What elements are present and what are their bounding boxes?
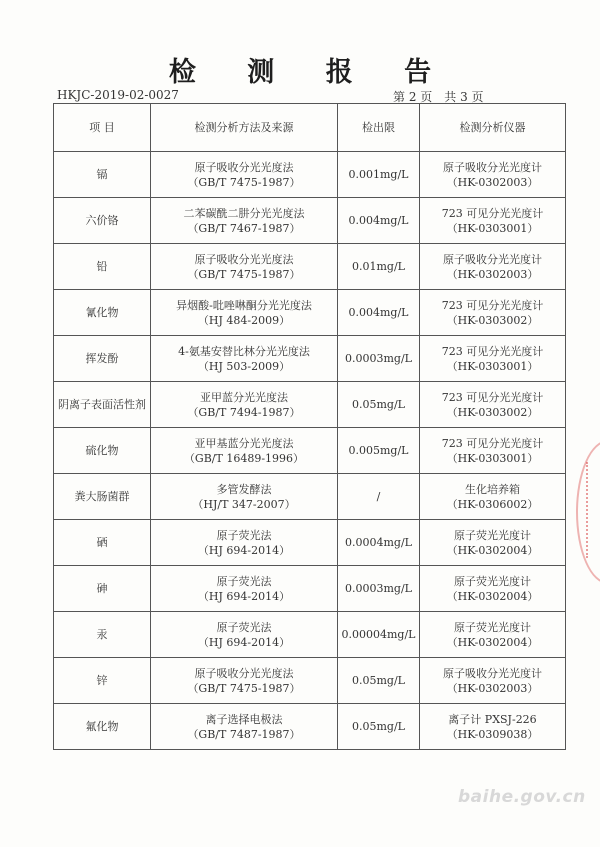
- table-row: [54, 198, 566, 244]
- cell-item: 六价铬: [54, 198, 151, 244]
- cell-instrument: [420, 428, 566, 474]
- method-name: 原子吸收分光光度法: [194, 252, 294, 266]
- cell-limit: 0.0003mg/L: [338, 336, 420, 382]
- cell-item: 镉: [54, 152, 151, 198]
- table-header-row: [54, 104, 566, 152]
- cell-method: [151, 152, 338, 198]
- cell-item: 挥发酚: [54, 336, 151, 382]
- method-name: 离子选择电极法: [205, 712, 283, 726]
- method-standard: （HJ 503-2009）: [197, 359, 291, 373]
- cell-instrument: [420, 566, 566, 612]
- cell-method: [151, 244, 338, 290]
- method-name: 异烟酸-吡唑啉酮分光光度法: [176, 298, 312, 312]
- instrument-id: （HK-0303002）: [446, 313, 539, 327]
- table-row: [54, 612, 566, 658]
- cell-instrument: [420, 152, 566, 198]
- instrument-id: （HK-0303001）: [446, 451, 539, 465]
- instrument-name: 723 可见分光光度计: [441, 206, 544, 220]
- header-method: 检测分析方法及来源: [151, 104, 338, 152]
- method-name: 原子吸收分光光度法: [194, 666, 294, 680]
- cell-instrument: [420, 290, 566, 336]
- cell-limit: 0.004mg/L: [338, 198, 420, 244]
- table-row: [54, 658, 566, 704]
- cell-limit: 0.01mg/L: [338, 244, 420, 290]
- method-name: 原子荧光法: [216, 620, 272, 634]
- cell-method: [151, 198, 338, 244]
- cell-limit: 0.05mg/L: [338, 658, 420, 704]
- cell-instrument: [420, 336, 566, 382]
- instrument-name: 原子荧光光度计: [454, 620, 531, 634]
- instrument-id: （HK-0302004）: [446, 635, 539, 649]
- method-name: 多管发酵法: [216, 482, 272, 496]
- test-method-table: [53, 103, 566, 750]
- table-row: [54, 566, 566, 612]
- cell-item: 铅: [54, 244, 151, 290]
- instrument-id: （HK-0302004）: [446, 543, 539, 557]
- instrument-name: 原子吸收分光光度计: [443, 160, 542, 174]
- cell-method: [151, 658, 338, 704]
- cell-item: 硫化物: [54, 428, 151, 474]
- table-row: [54, 152, 566, 198]
- instrument-name: 723 可见分光光度计: [441, 390, 544, 404]
- header-item: 项 目: [54, 104, 151, 152]
- cell-item: 汞: [54, 612, 151, 658]
- instrument-id: （HK-0303001）: [446, 221, 539, 235]
- method-standard: （HJ/T 347-2007）: [192, 497, 296, 511]
- method-standard: （HJ 694-2014）: [197, 589, 291, 603]
- table-row: [54, 336, 566, 382]
- method-standard: （GB/T 7467-1987）: [187, 221, 301, 235]
- method-standard: （GB/T 7475-1987）: [187, 267, 301, 281]
- cell-instrument: [420, 658, 566, 704]
- cell-instrument: [420, 612, 566, 658]
- cell-item: 锌: [54, 658, 151, 704]
- cell-item: 硒: [54, 520, 151, 566]
- instrument-id: （HK-0306002）: [446, 497, 539, 511]
- cell-limit: 0.001mg/L: [338, 152, 420, 198]
- method-standard: （HJ 484-2009）: [197, 313, 291, 327]
- instrument-id: （HK-0302004）: [446, 589, 539, 603]
- cell-method: [151, 382, 338, 428]
- cell-method: [151, 290, 338, 336]
- cell-limit: 0.00004mg/L: [338, 612, 420, 658]
- cell-method: [151, 612, 338, 658]
- method-standard: （HJ 694-2014）: [197, 543, 291, 557]
- instrument-name: 原子荧光光度计: [454, 528, 531, 542]
- report-number: HKJC-2019-02-0027: [57, 88, 179, 102]
- cell-limit: 0.004mg/L: [338, 290, 420, 336]
- instrument-id: （HK-0303001）: [446, 359, 539, 373]
- method-standard: （GB/T 7475-1987）: [187, 175, 301, 189]
- cell-method: [151, 520, 338, 566]
- method-standard: （GB/T 7494-1987）: [187, 405, 301, 419]
- instrument-name: 原子荧光光度计: [454, 574, 531, 588]
- table-row: [54, 474, 566, 520]
- instrument-name: 原子吸收分光光度计: [443, 666, 542, 680]
- instrument-id: （HK-0303002）: [446, 405, 539, 419]
- method-name: 原子荧光法: [216, 574, 272, 588]
- method-standard: （HJ 694-2014）: [197, 635, 291, 649]
- table-row: [54, 520, 566, 566]
- cell-instrument: [420, 520, 566, 566]
- cell-item: 砷: [54, 566, 151, 612]
- instrument-name: 723 可见分光光度计: [441, 298, 544, 312]
- seal-stamp-inner: [586, 462, 600, 558]
- table-row: [54, 704, 566, 750]
- header-instrument: 检测分析仪器: [420, 104, 566, 152]
- instrument-name: 原子吸收分光光度计: [443, 252, 542, 266]
- cell-item: 氟化物: [54, 704, 151, 750]
- table-row: [54, 290, 566, 336]
- cell-limit: 0.05mg/L: [338, 382, 420, 428]
- table-row: [54, 428, 566, 474]
- cell-limit: 0.05mg/L: [338, 704, 420, 750]
- method-name: 原子吸收分光光度法: [194, 160, 294, 174]
- instrument-name: 723 可见分光光度计: [441, 436, 544, 450]
- instrument-name: 723 可见分光光度计: [441, 344, 544, 358]
- header-limit: 检出限: [338, 104, 420, 152]
- instrument-name: 离子计 PXSJ-226: [448, 712, 537, 726]
- method-name: 亚甲基蓝分光光度法: [194, 436, 294, 450]
- instrument-name: 生化培养箱: [465, 482, 520, 496]
- method-name: 二苯碳酰二肼分光光度法: [183, 206, 305, 220]
- cell-instrument: [420, 382, 566, 428]
- instrument-id: （HK-0302003）: [446, 681, 539, 695]
- cell-limit: /: [338, 474, 420, 520]
- watermark: baihe.gov.cn: [458, 787, 586, 807]
- cell-method: [151, 336, 338, 382]
- cell-limit: 0.0004mg/L: [338, 520, 420, 566]
- page-total: 共 3 页: [444, 90, 484, 104]
- method-name: 亚甲蓝分光光度法: [200, 390, 288, 404]
- cell-instrument: [420, 704, 566, 750]
- cell-instrument: [420, 198, 566, 244]
- cell-method: [151, 428, 338, 474]
- method-standard: （GB/T 7487-1987）: [187, 727, 301, 741]
- cell-item: 阴离子表面活性剂: [54, 382, 151, 428]
- cell-method: [151, 474, 338, 520]
- cell-item: 粪大肠菌群: [54, 474, 151, 520]
- table-row: [54, 382, 566, 428]
- instrument-id: （HK-0302003）: [446, 175, 539, 189]
- table-row: [54, 244, 566, 290]
- method-name: 原子荧光法: [216, 528, 272, 542]
- cell-instrument: [420, 474, 566, 520]
- report-title: 检 测 报 告: [168, 57, 453, 88]
- cell-limit: 0.005mg/L: [338, 428, 420, 474]
- cell-limit: 0.0003mg/L: [338, 566, 420, 612]
- page-current: 第 2 页: [393, 90, 433, 104]
- method-name: 4-氨基安替比林分光光度法: [178, 344, 310, 358]
- cell-method: [151, 566, 338, 612]
- cell-instrument: [420, 244, 566, 290]
- method-standard: （GB/T 7475-1987）: [187, 681, 301, 695]
- method-standard: （GB/T 16489-1996）: [183, 451, 305, 465]
- instrument-id: （HK-0309038）: [446, 727, 539, 741]
- cell-item: 氰化物: [54, 290, 151, 336]
- instrument-id: （HK-0302003）: [446, 267, 539, 281]
- cell-method: [151, 704, 338, 750]
